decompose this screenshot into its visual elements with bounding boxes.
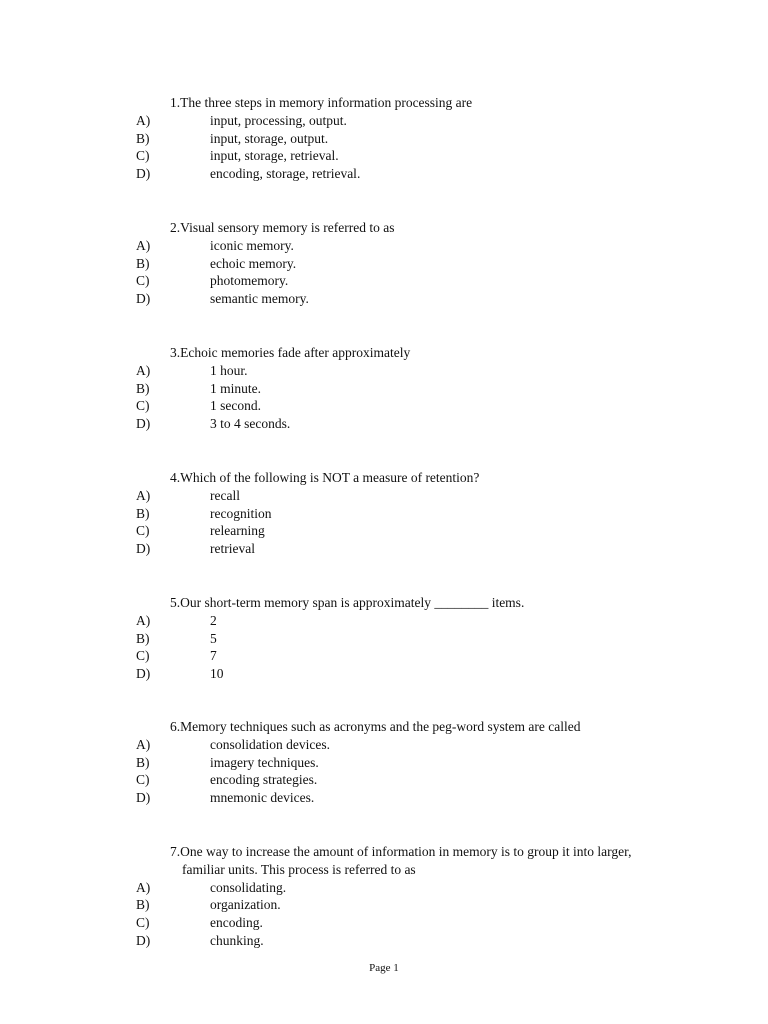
option-text: input, storage, output. [210, 130, 329, 146]
option-text: recall [210, 487, 240, 503]
answer-option [0, 630, 768, 648]
option-letter: C) [136, 273, 150, 289]
option-letter: C) [136, 398, 150, 414]
option-text: 1 hour. [210, 362, 248, 378]
question-number: 7. [170, 844, 181, 859]
option-text: relearning [210, 523, 265, 539]
answer-option [0, 237, 768, 255]
question-stem [170, 469, 710, 487]
answer-option [0, 647, 768, 665]
question-number: 1. [170, 95, 181, 110]
option-text: 5 [210, 630, 217, 646]
option-text: 7 [210, 648, 217, 664]
answer-option [0, 397, 768, 415]
option-letter: D) [136, 166, 151, 182]
answer-option [0, 290, 768, 308]
option-letter: C) [136, 648, 150, 664]
answer-option [0, 736, 768, 754]
question-text: One way to increase the amount of information in memory is to group it into larger, [180, 844, 632, 859]
option-text: consolidating. [210, 879, 287, 895]
question-stem [170, 94, 710, 112]
option-text: semantic memory. [210, 291, 309, 307]
option-text: 1 minute. [210, 380, 261, 396]
question-stem [170, 219, 710, 237]
question-text: The three steps in memory information processing are [180, 95, 473, 110]
option-text: encoding strategies. [210, 772, 318, 788]
option-letter: B) [136, 897, 150, 913]
answer-option [0, 665, 768, 683]
option-letter: D) [136, 666, 151, 682]
answer-option [0, 147, 768, 165]
option-text: chunking. [210, 932, 264, 948]
option-text: input, storage, retrieval. [210, 148, 339, 164]
answer-option [0, 522, 768, 540]
answer-option [0, 112, 768, 130]
option-letter: B) [136, 630, 150, 646]
option-letter: C) [136, 915, 150, 931]
option-text: encoding, storage, retrieval. [210, 166, 361, 182]
option-letter: C) [136, 772, 150, 788]
option-text: input, processing, output. [210, 112, 347, 128]
answer-option [0, 789, 768, 807]
option-letter: A) [136, 879, 151, 895]
question-stem [170, 843, 710, 879]
answer-option [0, 754, 768, 772]
question-number: 4. [170, 470, 181, 485]
option-letter: B) [136, 255, 150, 271]
option-letter: B) [136, 380, 150, 396]
option-letter: B) [136, 505, 150, 521]
answer-option [0, 487, 768, 505]
option-letter: D) [136, 291, 151, 307]
option-text: consolidation devices. [210, 736, 330, 752]
question-text: Our short-term memory span is approximately ________ items. [180, 595, 525, 610]
option-text: 10 [210, 666, 224, 682]
question-stem [170, 718, 710, 736]
answer-option [0, 130, 768, 148]
page-footer: Page 1 [369, 962, 399, 974]
question-number: 2. [170, 220, 181, 235]
answer-option [0, 896, 768, 914]
answer-option [0, 255, 768, 273]
option-letter: D) [136, 416, 151, 432]
question-stem [170, 594, 710, 612]
answer-option [0, 771, 768, 789]
option-letter: A) [136, 237, 151, 253]
question-text: Memory techniques such as acronyms and the peg-word system are called [180, 719, 581, 734]
answer-option [0, 362, 768, 380]
option-letter: B) [136, 754, 150, 770]
answer-option [0, 380, 768, 398]
option-letter: D) [136, 541, 151, 557]
question-text: Visual sensory memory is referred to as [180, 220, 395, 235]
option-text: recognition [210, 505, 272, 521]
answer-option [0, 540, 768, 558]
option-letter: A) [136, 362, 151, 378]
option-letter: C) [136, 148, 150, 164]
option-text: 3 to 4 seconds. [210, 416, 291, 432]
answer-option [0, 879, 768, 897]
answer-option [0, 272, 768, 290]
answer-option [0, 914, 768, 932]
answer-option [0, 165, 768, 183]
option-text: imagery techniques. [210, 754, 319, 770]
question-text-continued: familiar units. This process is referred to as [182, 861, 416, 877]
question-number: 5. [170, 595, 181, 610]
answer-option [0, 505, 768, 523]
question-stem [170, 344, 710, 362]
option-text: organization. [210, 897, 281, 913]
option-letter: C) [136, 523, 150, 539]
answer-option [0, 932, 768, 950]
option-letter: A) [136, 487, 151, 503]
question-text: Which of the following is NOT a measure of retention? [180, 470, 480, 485]
option-text: mnemonic devices. [210, 790, 315, 806]
answer-option [0, 415, 768, 433]
option-text: 1 second. [210, 398, 261, 414]
option-letter: A) [136, 112, 151, 128]
question-number: 6. [170, 719, 181, 734]
option-text: photomemory. [210, 273, 289, 289]
option-letter: A) [136, 612, 151, 628]
option-text: retrieval [210, 541, 255, 557]
option-letter: D) [136, 932, 151, 948]
option-letter: A) [136, 736, 151, 752]
option-text: 2 [210, 612, 217, 628]
option-text: encoding. [210, 915, 263, 931]
option-letter: D) [136, 790, 151, 806]
option-text: iconic memory. [210, 237, 294, 253]
answer-option [0, 612, 768, 630]
question-number: 3. [170, 345, 181, 360]
option-text: echoic memory. [210, 255, 297, 271]
option-letter: B) [136, 130, 150, 146]
question-text: Echoic memories fade after approximately [180, 345, 411, 360]
